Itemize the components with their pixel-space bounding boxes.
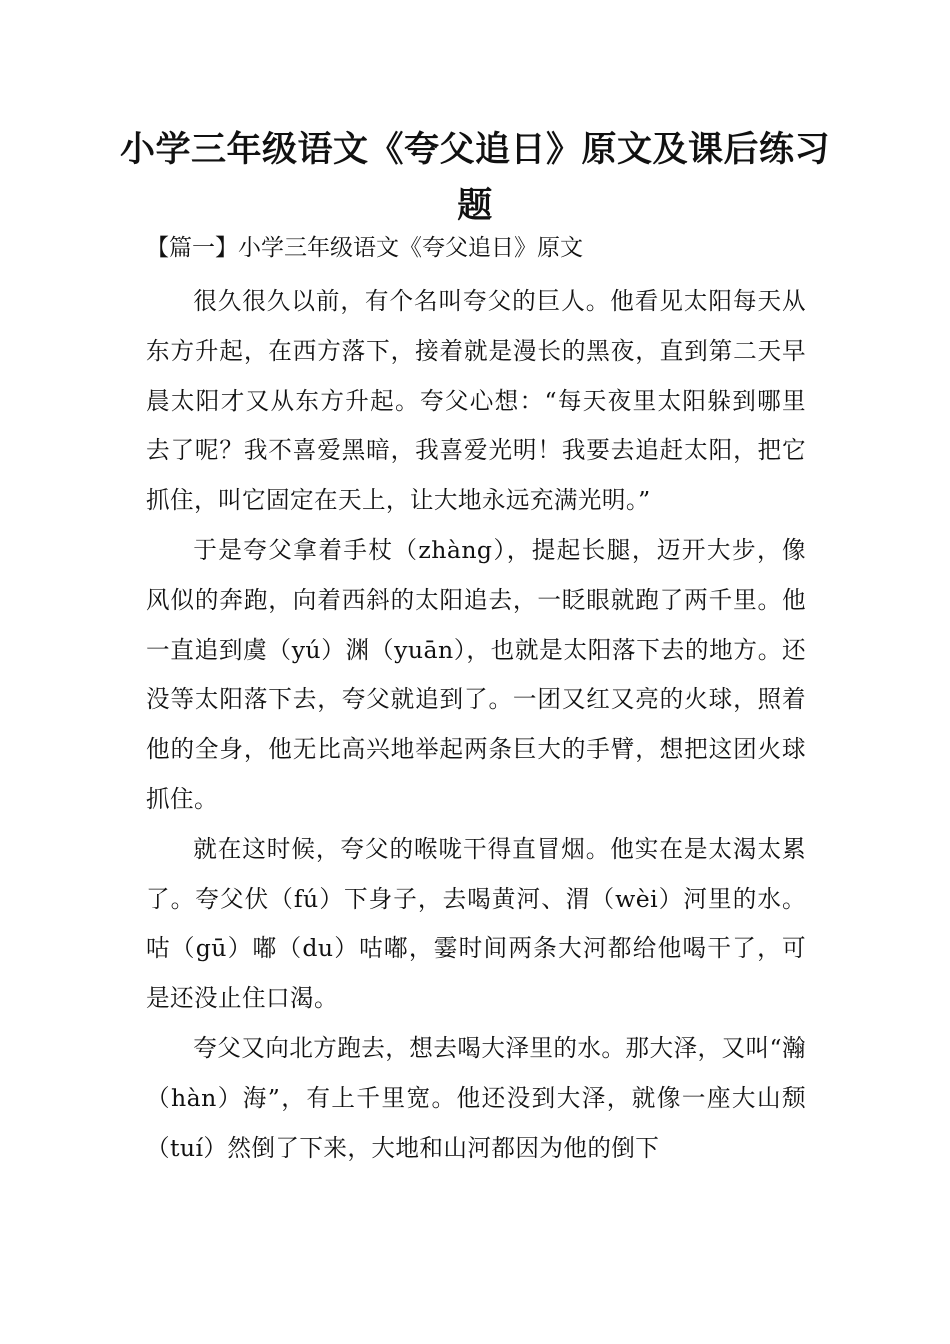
paragraph-2: 于是夸父拿着手杖（zhàng），提起长腿，迈开大步，像风似的奔跑，向着西斜的太阳追去，一眨眼就跑了两千里。他一直追到虞（yú）渊（yuān），也就是太阳落下去的地方。还没等太阳落下去，夸父就追到了。一团又红又亮的火球，照着他的全身，他无比高兴地举起两条巨大的手臂，想把这团火球抓住。 [146, 535, 806, 813]
section-heading: 【篇一】小学三年级语文《夸父追日》原文 [146, 235, 583, 261]
paragraph-3: 就在这时候，夸父的喉咙干得直冒烟。他实在是太渴太累了。夸父伏（fú）下身子，去喝黄河、渭（wèi）河里的水。咕（gū）嘟（du）咕嘟，霎时间两条大河都给他喝干了，可是还没止住口渴。 [146, 834, 806, 1013]
paragraph-1: 很久很久以前，有个名叫夸父的巨人。他看见太阳每天从东方升起，在西方落下，接着就是漫长的黑夜，直到第二天早晨太阳才又从东方升起。夸父心想：“每天夜里太阳躲到哪里去了呢？我不喜爱黑暗，我喜爱光明！我要去追赶太阳，把它抓住，叫它固定在天上，让大地永远充满光明。” [146, 287, 806, 515]
document-title: 小学三年级语文《夸父追日》原文及课后练习题 [120, 130, 831, 226]
article-body [146, 277, 806, 1173]
paragraph-4: 夸父又向北方跑去，想去喝大泽里的水。那大泽，又叫“瀚（hàn）海”，有上千里宽。他还没到大泽，就像一座大山颓（tuí）然倒了下来，大地和山河都因为他的倒下 [146, 1033, 806, 1162]
